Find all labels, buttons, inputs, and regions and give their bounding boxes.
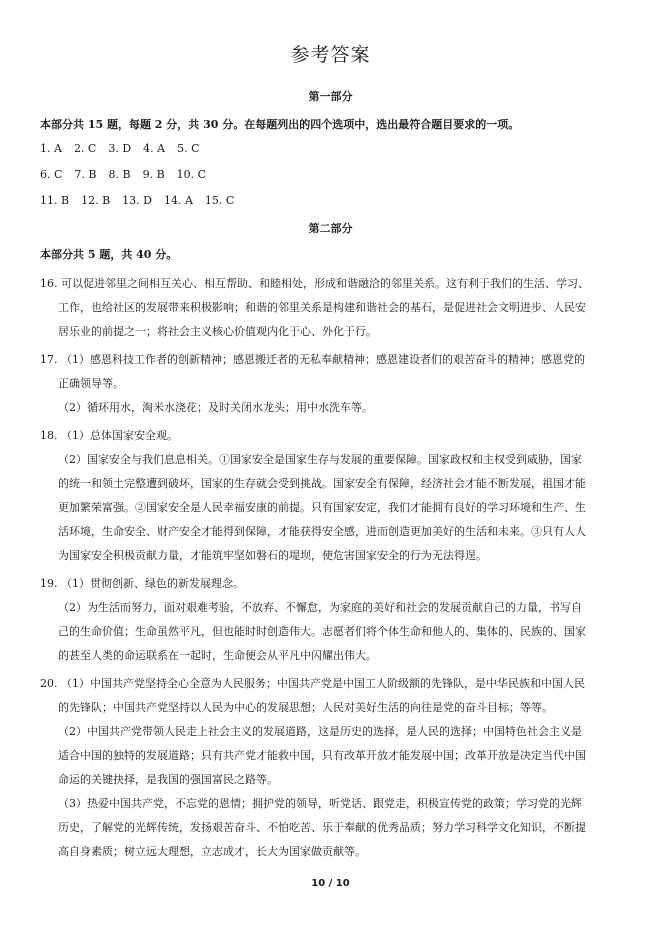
part2-instructions: 本部分共 5 题，共 40 分。 bbox=[40, 248, 178, 261]
answer-item: 15. C bbox=[204, 194, 235, 207]
q17-line: （2）循环用水，淘米水浇花；及时关闭水龙头；用中水洗车等。 bbox=[58, 401, 373, 414]
q18-line: 活环境，生命安全、财产安全才能得到保障，才能获得安全感，进而创造更加美好的生活和未来。③只有人人 bbox=[58, 525, 586, 538]
answer-item: 12. B bbox=[81, 194, 111, 207]
answer-row-2 bbox=[40, 168, 218, 181]
answer-item: 3. D bbox=[108, 142, 132, 155]
q19-line: 的甚至人类的命运联系在一起时，生命便会从平凡中闪耀出伟大。 bbox=[58, 649, 377, 662]
q16-line: 工作，也给社区的发展带来积极影响；和谐的邻里关系是构建和谐社会的基石，是促进社会文明进步、人民安 bbox=[58, 301, 586, 314]
answer-item: 9. B bbox=[142, 168, 165, 181]
q20-line: 历史，了解党的光辉传统，发扬艰苦奋斗、不怕吃苦、乐于奉献的优秀品质；努力学习科学文化知识，不断提 bbox=[58, 821, 586, 834]
q17-line: 17. （1）感恩科技工作者的创新精神；感恩搬迁者的无私奉献精神；感恩建设者们的艰苦奋斗的精神；感恩党的 bbox=[40, 353, 585, 366]
q20-line: （3）热爱中国共产党，不忘党的恩情；拥护党的领导，听党话、跟党走，积极宣传党的政策；学习党的光辉 bbox=[58, 797, 582, 810]
answer-item: 10. C bbox=[176, 168, 207, 181]
answer-item: 5. C bbox=[177, 142, 200, 155]
q17-line: 正确领导等。 bbox=[58, 377, 124, 390]
q18-line: （2）国家安全与我们息息相关。①国家安全是国家生存与发展的重要保障。国家政权和主权受到威胁，国家 bbox=[58, 453, 582, 466]
answer-item: 6. C bbox=[40, 168, 63, 181]
answer-row-3 bbox=[40, 194, 246, 207]
q18-line: 18. （1）总体国家安全观。 bbox=[40, 429, 178, 442]
q20-line: （2）中国共产党带领人民走上社会主义的发展道路，这是历史的选择，是人民的选择；中国特色社会主义是 bbox=[58, 725, 582, 738]
part1-heading: 第一部分 bbox=[308, 90, 353, 103]
answer-row-1 bbox=[40, 142, 212, 155]
answer-item: 2. C bbox=[73, 142, 97, 155]
q18-line: 的统一和领土完整遭到破坏，国家的生存就会受到挑战。国家安全有保障，经济社会才能不断发展，祖国才能 bbox=[58, 477, 586, 490]
q16-line: 居乐业的前提之一；将社会主义核心价值观内化于心、外化于行。 bbox=[58, 325, 377, 338]
answer-item: 8. B bbox=[108, 168, 131, 181]
answer-item: 7. B bbox=[74, 168, 97, 181]
q20-line: 的先锋队；中国共产党坚持以人民为中心的发展思想；人民对美好生活的向往是党的奋斗目标；等等。 bbox=[58, 701, 553, 714]
part2-heading: 第二部分 bbox=[308, 222, 353, 235]
q20-line: 适合中国的独特的发展道路；只有共产党才能救中国，只有改革开放才能发展中国；改革开放是决定当代中国 bbox=[58, 749, 586, 762]
answer-item: 4. A bbox=[143, 142, 166, 155]
page-number: 10 / 10 bbox=[311, 878, 350, 889]
q20-line: 20. （1）中国共产党坚持全心全意为人民服务；中国共产党是中国工人阶级额的先锋队，是中华民族和中国人民 bbox=[40, 677, 585, 690]
answer-item: 13. D bbox=[122, 194, 152, 207]
page-title: 参考答案 bbox=[290, 44, 371, 66]
answer-item: 1. A bbox=[40, 142, 62, 155]
q19-line: （2）为生活而努力，面对艰难考验，不放弃、不懈怠，为家庭的美好和社会的发展贡献自己的力量，书写自 bbox=[58, 601, 582, 614]
answer-item: 11. B bbox=[40, 194, 70, 207]
q20-line: 命运的关键抉择，是我国的强国富民之路等。 bbox=[58, 773, 278, 786]
q19-line: 19. （1）贯彻创新、绿色的新发展理念。 bbox=[40, 577, 244, 590]
q19-line: 己的生命价值；生命虽然平凡，但也能时时创造伟大。志愿者们将个体生命和他人的、集体的、民族的、国家 bbox=[58, 625, 586, 638]
q18-line: 更加繁荣富强。②国家安全是人民幸福安康的前提。只有国家安定，我们才能拥有良好的学习环境和生产、生 bbox=[58, 501, 586, 514]
part1-instructions: 本部分共 15 题，每题 2 分，共 30 分。在每题列出的四个选项中，选出最符合题目要求的一项。 bbox=[40, 118, 520, 131]
q16-line: 16. 可以促进邻里之间相互关心、相互帮助、和睦相处，形成和谐融洽的邻里关系。这有利于我们的生活、学习、 bbox=[40, 277, 589, 290]
q18-line: 为国家安全积极贡献力量，才能筑牢坚如磐石的堤坝，使危害国家安全的行为无法得逞。 bbox=[58, 549, 487, 562]
q20-line: 高自身素质；树立远大理想，立志成才，长大为国家做贡献等。 bbox=[58, 845, 366, 858]
answer-item: 14. A bbox=[163, 194, 193, 207]
